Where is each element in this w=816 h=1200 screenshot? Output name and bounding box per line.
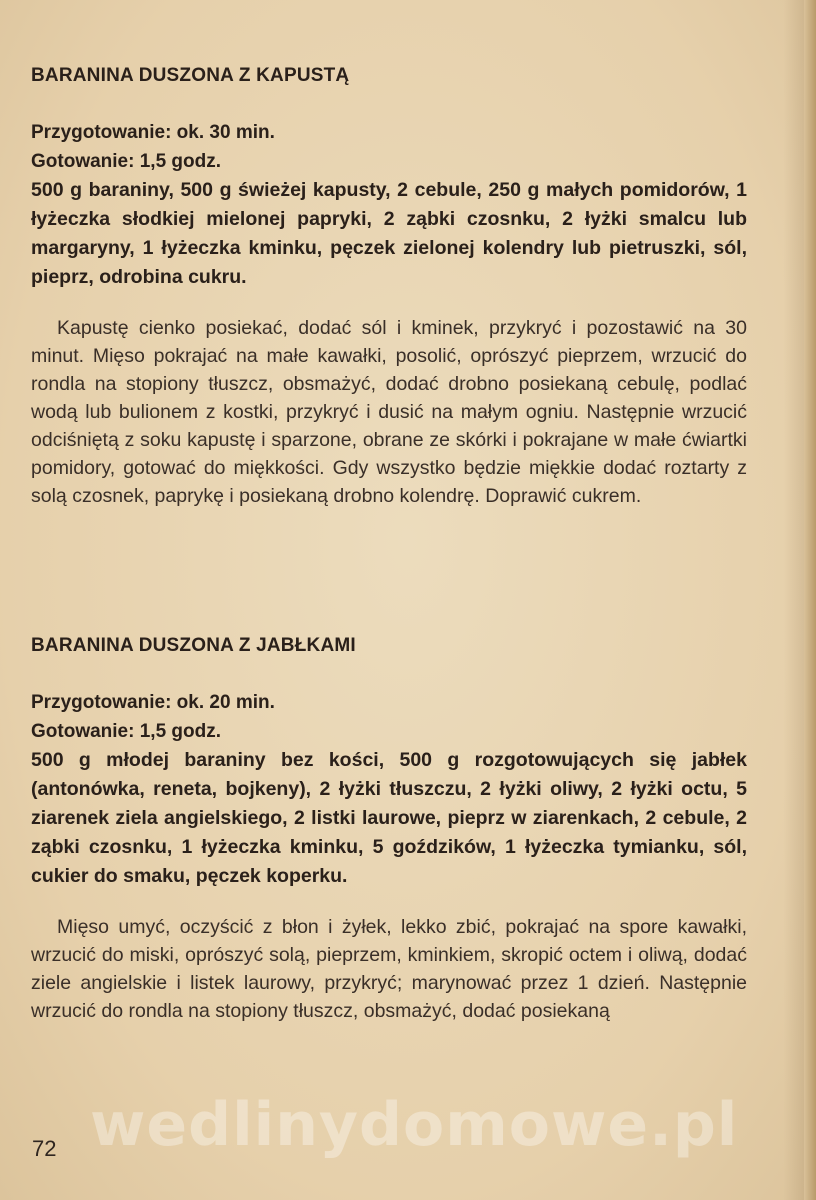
cook-time: Gotowanie: 1,5 godz. xyxy=(31,151,222,172)
page-number: 72 xyxy=(32,1136,57,1161)
page-edge xyxy=(804,0,816,1200)
ingredients: 500 g baraniny, 500 g świeżej kapusty, 2 cebule, 250 g małych pomidorów, 1 łyżeczka słodkiej mielonej papryki, 2 ząbki czosnku, 2 łyżki smalcu lub margaryny, 1 łyżeczka kminku, pęczek zielonej kolendry lub pietruszki, sól, pieprz, odrobina cukru. xyxy=(31,179,747,288)
recipe-title: BARANINA DUSZONA Z KAPUSTĄ xyxy=(31,65,350,86)
instructions: Kapustę cienko posiekać, dodać sól i kminek, przykryć i pozostawić na 30 minut. Mięso pokrajać na małe kawałki, posolić, oprószyć pieprzem, wrzucić do rondla na stopiony tłuszcz, obsmażyć, dodać drobno posiekaną cebulę, podlać wodą lub bulionem z kostki, przykryć i dusić na małym ogniu. Następnie wrzucić odciśniętą z soku kapustę i sparzone, obrane ze skórki i pokrajane w małe ćwiartki pomidory, gotować do miękkości. Gdy wszystko będzie miękkie dodać roztarty z solą czosnek, paprykę i posiekaną drobno kolendrę. Doprawić cukrem. xyxy=(31,317,747,507)
recipe-lamb-with-cabbage xyxy=(31,64,747,510)
ingredients: 500 g młodej baraniny bez kości, 500 g rozgotowujących się jabłek (antonówka, reneta, bojkeny), 2 łyżki tłuszczu, 2 łyżki oliwy, 2 łyżki octu, 5 ziarenek ziela angielskiego, 2 listki laurowe, pieprz w ziarenkach, 2 cebule, 2 ząbki czosnku, 1 łyżeczka kminku, 5 goździków, 1 łyżeczka tymianku, sól, cukier do smaku, pęczek koperku. xyxy=(31,749,747,887)
recipe-lamb-with-apples xyxy=(31,634,747,1025)
cook-time: Gotowanie: 1,5 godz. xyxy=(31,721,222,742)
prep-time: Przygotowanie: ok. 20 min. xyxy=(31,692,275,713)
instructions: Mięso umyć, oczyścić z błon i żyłek, lekko zbić, pokrajać na spore kawałki, wrzucić do miski, oprószyć solą, pieprzem, kminkiem, skropić octem i oliwą, dodać ziele angielskie i listek laurowy, przykryć; marynować przez 1 dzień. Następnie wrzucić do rondla na stopiony tłuszcz, obsmażyć, dodać posiekaną xyxy=(31,916,747,1022)
recipe-title: BARANINA DUSZONA Z JABŁKAMI xyxy=(31,635,356,656)
prep-time: Przygotowanie: ok. 30 min. xyxy=(31,122,275,143)
watermark: wedlinydomowe.pl xyxy=(90,1090,739,1160)
